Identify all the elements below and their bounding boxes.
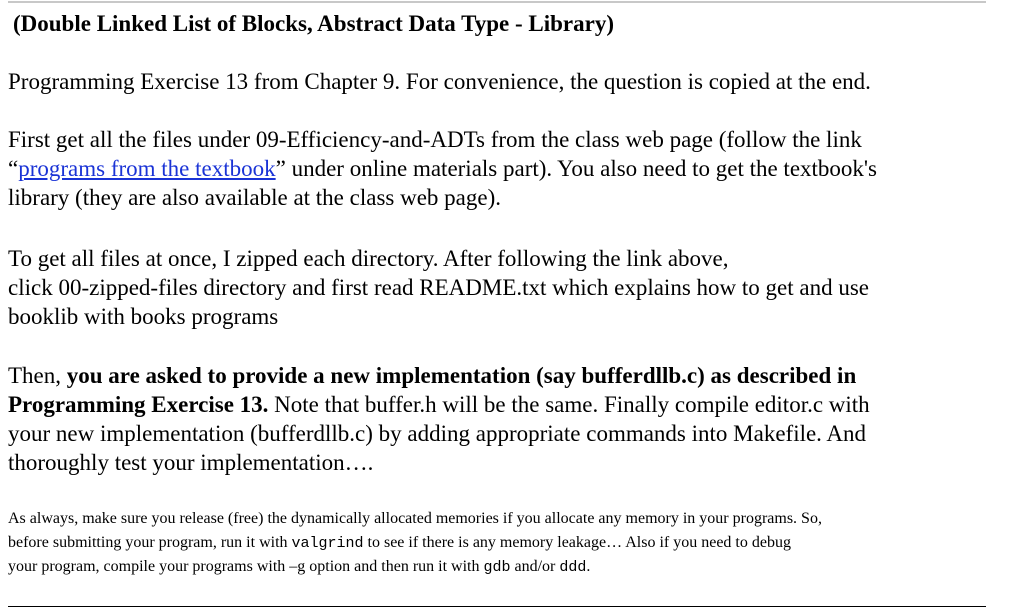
p2-line1: First get all the files under 09-Efficiency-and-ADTs from the class web page (follow the link bbox=[8, 127, 862, 152]
p4-rest1: Note that buffer.h will be the same. Finally compile editor.c with bbox=[268, 392, 870, 417]
p2-after-link: ” under online materials part). You also need to get the textbook's bbox=[275, 156, 878, 181]
valgrind-code: valgrind bbox=[291, 534, 364, 552]
p3-line3: booklib with books programs bbox=[8, 304, 279, 329]
p5-line1: As always, make sure you release (free) the dynamically allocated memories if you allocate any memory in your programs. So, bbox=[8, 510, 822, 527]
gdb-code: gdb bbox=[483, 559, 511, 576]
p4-line3: your new implementation (bufferdllb.c) by adding appropriate commands into Makefile. And bbox=[8, 421, 867, 446]
p2-line3: library (they are also available at the class web page). bbox=[8, 185, 501, 210]
p3-line1: To get all files at once, I zipped each directory. After following the link above, bbox=[8, 246, 729, 271]
p5-l2a: before submitting your program, run it with bbox=[8, 533, 292, 551]
p5-l3c: . bbox=[586, 558, 591, 575]
open-quote: “ bbox=[8, 156, 19, 181]
paragraph-exercise: Programming Exercise 13 from Chapter 9. For convenience, the question is copied at the end. bbox=[8, 69, 871, 94]
p4-lead: Then, bbox=[8, 363, 67, 388]
p4-bold1: you are asked to provide a new implementation (say bufferdllb.c) as described in bbox=[66, 363, 857, 388]
paragraph-memory-note bbox=[8, 507, 998, 580]
p5-l3a: your program, compile your programs with –g option and then run it with bbox=[8, 558, 484, 575]
bottom-divider bbox=[8, 606, 986, 607]
paragraph-get-files bbox=[8, 125, 998, 212]
p5-l2b: to see if there is any memory leakage… Also if you need to debug bbox=[363, 533, 791, 551]
ddd-code: ddd bbox=[559, 559, 587, 576]
p4-line4: thoroughly test your implementation…. bbox=[8, 450, 374, 475]
p4-bold2: Programming Exercise 13. bbox=[8, 392, 269, 417]
top-divider bbox=[8, 1, 986, 3]
p5-l3b: and/or bbox=[510, 558, 560, 575]
paragraph-zipped-files bbox=[8, 244, 998, 331]
paragraph-task bbox=[8, 361, 998, 477]
programs-textbook-link[interactable]: programs from the textbook bbox=[18, 156, 276, 181]
document-title: (Double Linked List of Blocks, Abstract Data Type - Library) bbox=[13, 11, 615, 36]
p3-line2: click 00-zipped-files directory and first read README.txt which explains how to get and use bbox=[8, 275, 869, 300]
